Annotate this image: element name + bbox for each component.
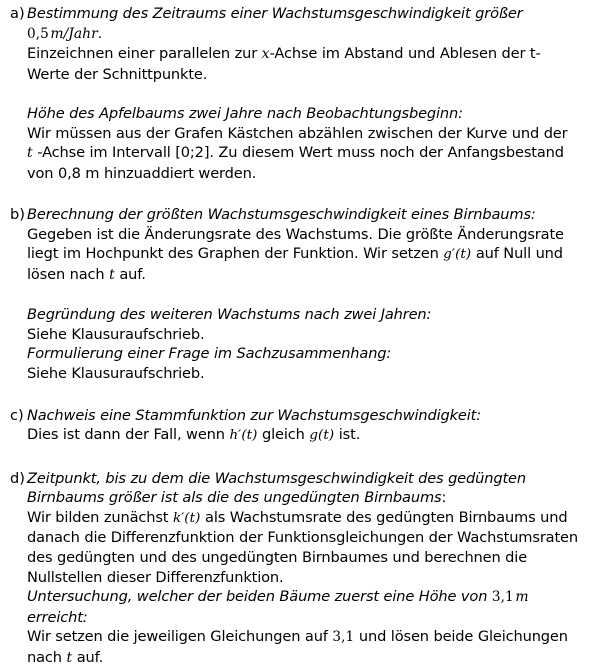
heading-d1-line2-text: Birnbaums größer ist als die des ungedüngten Birnbaums [27, 489, 442, 507]
item-a [0, 0, 607, 183]
math-var-t-d: t [66, 650, 73, 666]
heading-d1-line2-colon: : [441, 489, 447, 507]
body-a-line1 [27, 44, 601, 65]
body-b3: Siehe Klausuraufschrieb. [27, 364, 205, 382]
math-var-t-b: t [109, 266, 115, 283]
body-b-line3-pre: lösen nach [27, 265, 110, 283]
body-a-line1-post: -Achse im Abstand und Ablesen der t- [269, 45, 541, 63]
item-body-a [27, 4, 607, 183]
body-a2-line2-post: -Achse im Intervall [0;2]. Zu diesem Wert muss noch der Anfangsbestand [32, 144, 564, 162]
body-b-line2-pre: liegt im Hochpunkt des Graphen der Funktion. Wir setzen [27, 245, 444, 263]
item-body-c [27, 406, 607, 446]
body-b-line2 [27, 244, 601, 265]
body-d2-line1-pre: Wir setzen die jeweiligen Gleichungen auf [27, 628, 333, 646]
item-marker-c: c) [10, 406, 24, 424]
math-expr-g-prime-t: g′(t) [443, 247, 472, 263]
item-b [0, 203, 607, 383]
body-d-line4: Nullstellen dieser Differenzfunktion. [27, 568, 284, 586]
item-marker-d: d) [10, 469, 25, 487]
body-c-post: ist. [334, 426, 361, 444]
body-d-line1-post: als Wachstumsrate des gedüngten Birnbaums und [200, 508, 568, 526]
spacer-between-c-d [0, 446, 607, 466]
item-body-b [27, 205, 607, 383]
math-number-31-a: 3,1 [491, 589, 514, 606]
heading-c1: Nachweis eine Stammfunktion zur Wachstumsgeschwindigkeit: [27, 406, 481, 424]
spacer-between-a-b [0, 183, 607, 203]
body-d-line3: des gedüngten und des ungedüngten Birnbaumes und berechnen die [27, 549, 528, 567]
heading-a2: Höhe des Apfelbaums zwei Jahre nach Beobachtungsbeginn: [27, 104, 463, 122]
body-a2-line2 [27, 143, 601, 164]
heading-d1-line2 [27, 488, 601, 508]
body-b2: Siehe Klausuraufschrieb. [27, 325, 205, 343]
heading-d2-line1-pre: Untersuchung, welcher der beiden Bäume zuerst eine Höhe von [27, 588, 492, 606]
spacer-a [27, 84, 601, 104]
item-d [0, 466, 607, 669]
body-d2-line2-pre: nach [27, 649, 67, 666]
body-c-pre: Dies ist dann der Fall, wenn [27, 426, 230, 444]
item-c [0, 403, 607, 446]
heading-d2-line2: erreicht: [27, 608, 88, 626]
body-b-line3-post: auf. [114, 265, 146, 283]
math-expr-g-t: g(t) [309, 428, 335, 444]
spacer-between-b-c [0, 383, 607, 403]
body-b-line2-post: auf Null und [471, 245, 563, 263]
math-line-a [27, 24, 601, 45]
heading-b2: Begründung des weiteren Wachstums nach zwei Jahren: [27, 305, 432, 323]
body-d-line1-pre: Wir bilden zunächst [27, 508, 173, 526]
body-a-line1-pre: Einzeichnen einer parallelen zur [27, 45, 262, 63]
math-var-x: x [261, 46, 270, 63]
math-expr-h-prime-t: h′(t) [229, 428, 258, 444]
body-d2-line1-post: und lösen beide Gleichungen [354, 628, 568, 646]
body-c-mid: gleich [257, 426, 310, 444]
body-b-line3 [27, 265, 601, 286]
heading-b1: Berechnung der größten Wachstumsgeschwindigkeit eines Birnbaums: [27, 205, 536, 223]
math-number-05: 0,5 [27, 25, 49, 42]
body-d2-line2-post: auf. [72, 649, 104, 666]
math-unit-m-jahr: m/Jahr [50, 25, 98, 42]
spacer-b [27, 285, 601, 305]
heading-b3: Formulierung einer Frage im Sachzusammenhang: [27, 345, 392, 363]
body-c-line1 [27, 425, 601, 446]
body-a2-line1: Wir müssen aus der Grafen Kästchen abzählen zwischen der Kurve und der [27, 124, 568, 142]
body-d2-line1 [27, 627, 601, 648]
heading-d1-line1: Zeitpunkt, bis zu dem die Wachstumsgeschwindigkeit des gedüngten [27, 469, 526, 487]
body-d-line1 [27, 508, 601, 529]
math-var-t-a: t [27, 145, 33, 162]
math-period: . [97, 25, 103, 42]
body-a-line2: Werte der Schnittpunkte. [27, 65, 208, 83]
heading-a1: Bestimmung des Zeitraums einer Wachstumsgeschwindigkeit größer [27, 5, 523, 22]
body-b-line1: Gegeben ist die Änderungsrate des Wachstums. Die größte Änderungsrate [27, 225, 564, 243]
item-marker-a: a) [10, 5, 25, 22]
math-unit-m: m [515, 589, 529, 606]
math-expr-k-prime-t: k′(t) [172, 510, 201, 526]
heading-d2-line1 [27, 587, 601, 608]
item-body-d [27, 469, 607, 669]
body-d-line2: danach die Differenzfunktion der Funktionsgleichungen der Wachstumsraten [27, 529, 578, 547]
body-d2-line2 [27, 648, 601, 669]
math-number-31-b: 3,1 [332, 629, 355, 646]
item-marker-b: b) [10, 205, 25, 223]
body-a2-line3: von 0,8 m hinzuaddiert werden. [27, 164, 257, 182]
